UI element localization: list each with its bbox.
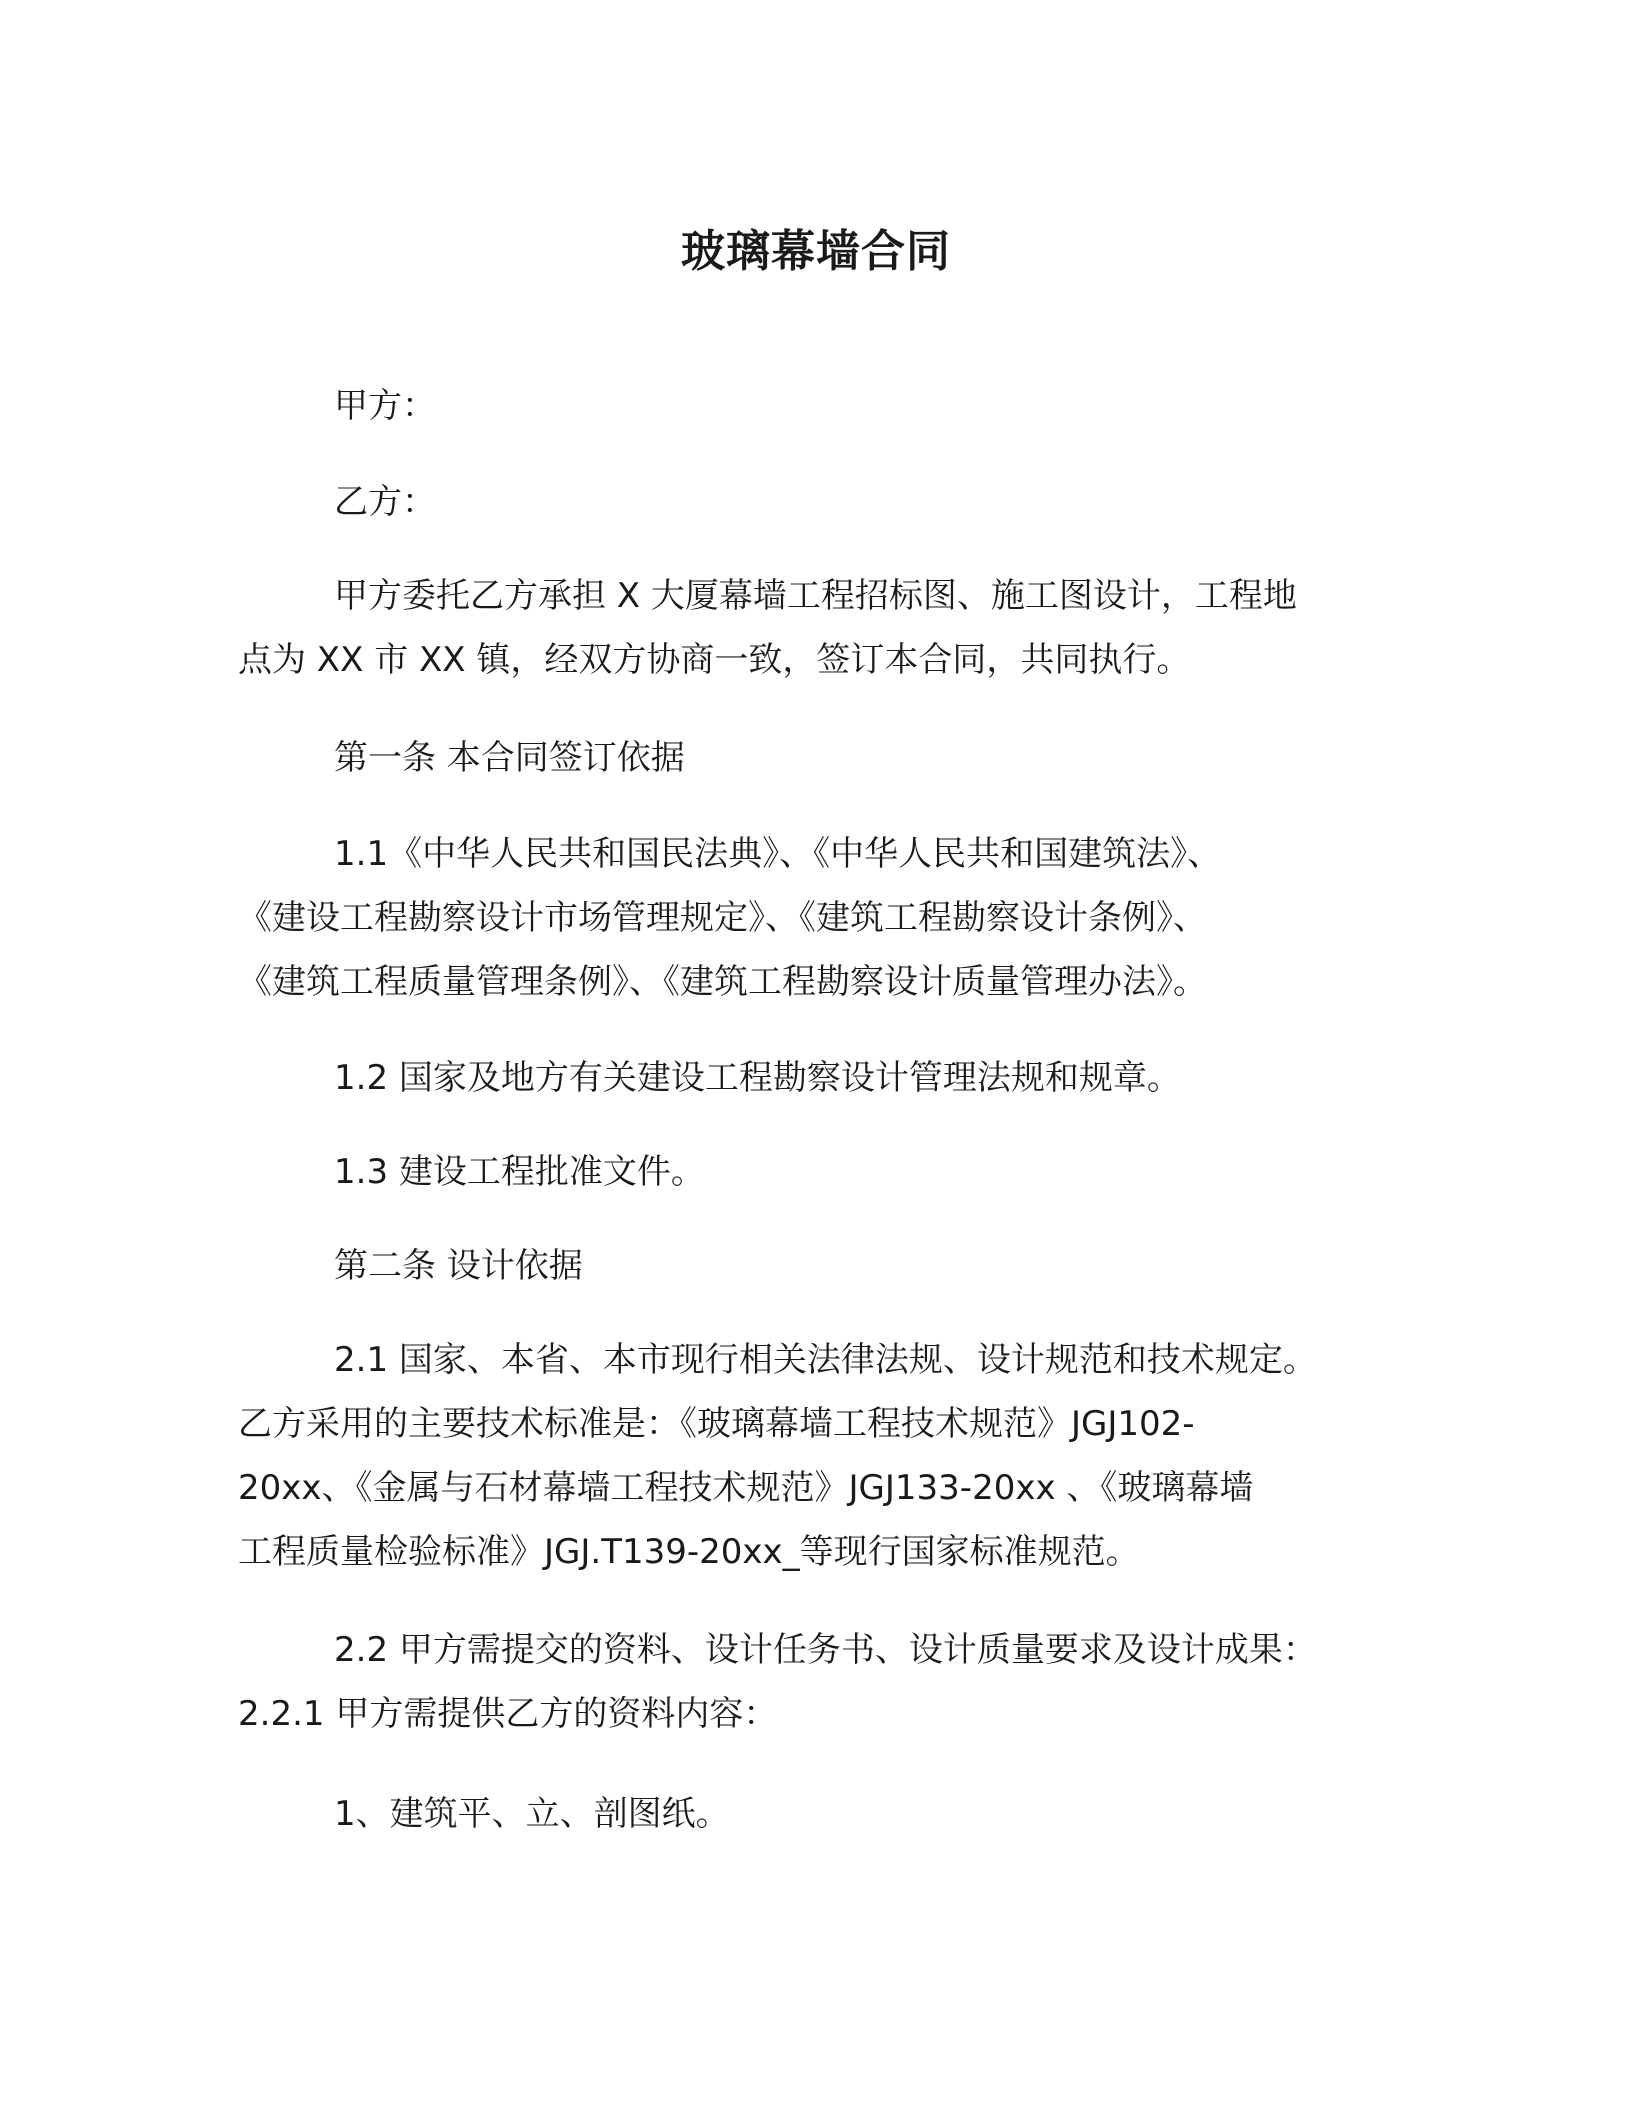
article-1-heading: 第一条 本合同签订依据 (334, 738, 685, 778)
clause-1-3: 1.3 建设工程批准文件。 (334, 1152, 705, 1192)
party-a-label: 甲方： (334, 386, 436, 426)
list-item-1: 1、建筑平、立、剖图纸。 (334, 1794, 730, 1834)
clause-line: 《建设工程勘察设计市场管理规定》、《建筑工程勘察设计条例》、 (238, 898, 1207, 938)
clause-line: 2.2.1 甲方需提供乙方的资料内容： (238, 1694, 778, 1734)
document-title: 玻璃幕墙合同 (681, 226, 951, 277)
intro-line: 甲方委托乙方承担 X 大厦幕墙工程招标图、施工图设计，工程地 (334, 576, 1297, 616)
clause-line: 2.1 国家、本省、本市现行相关法律法规、设计规范和技术规定。 (334, 1340, 1317, 1380)
clause-line: 1.1《中华人民共和国民法典》、《中华人民共和国建筑法》、 (334, 834, 1222, 874)
clause-1-1 (238, 822, 1388, 1014)
clause-line: 2.2 甲方需提交的资料、设计任务书、设计质量要求及设计成果： (334, 1630, 1317, 1670)
party-b-label: 乙方： (334, 482, 436, 522)
intro-line: 点为 XX 市 XX 镇，经双方协商一致，签订本合同，共同执行。 (238, 640, 1191, 680)
clause-line: 20xx、《金属与石材幕墙工程技术规范》JGJ133-20xx 、《玻璃幕墙 (238, 1468, 1254, 1508)
article-2-heading: 第二条 设计依据 (334, 1246, 583, 1286)
clause-line: 工程质量检验标准》JGJ.T139-20xx_等现行国家标准规范。 (238, 1532, 1140, 1572)
clause-2-2 (238, 1618, 1388, 1746)
clause-line: 《建筑工程质量管理条例》、《建筑工程勘察设计质量管理办法》。 (238, 962, 1207, 1002)
clause-2-1 (238, 1328, 1388, 1584)
clause-line: 乙方采用的主要技术标准是：《玻璃幕墙工程技术规范》JGJ102- (238, 1404, 1195, 1444)
intro-paragraph (238, 564, 1388, 692)
clause-1-2: 1.2 国家及地方有关建设工程勘察设计管理法规和规章。 (334, 1058, 1181, 1098)
